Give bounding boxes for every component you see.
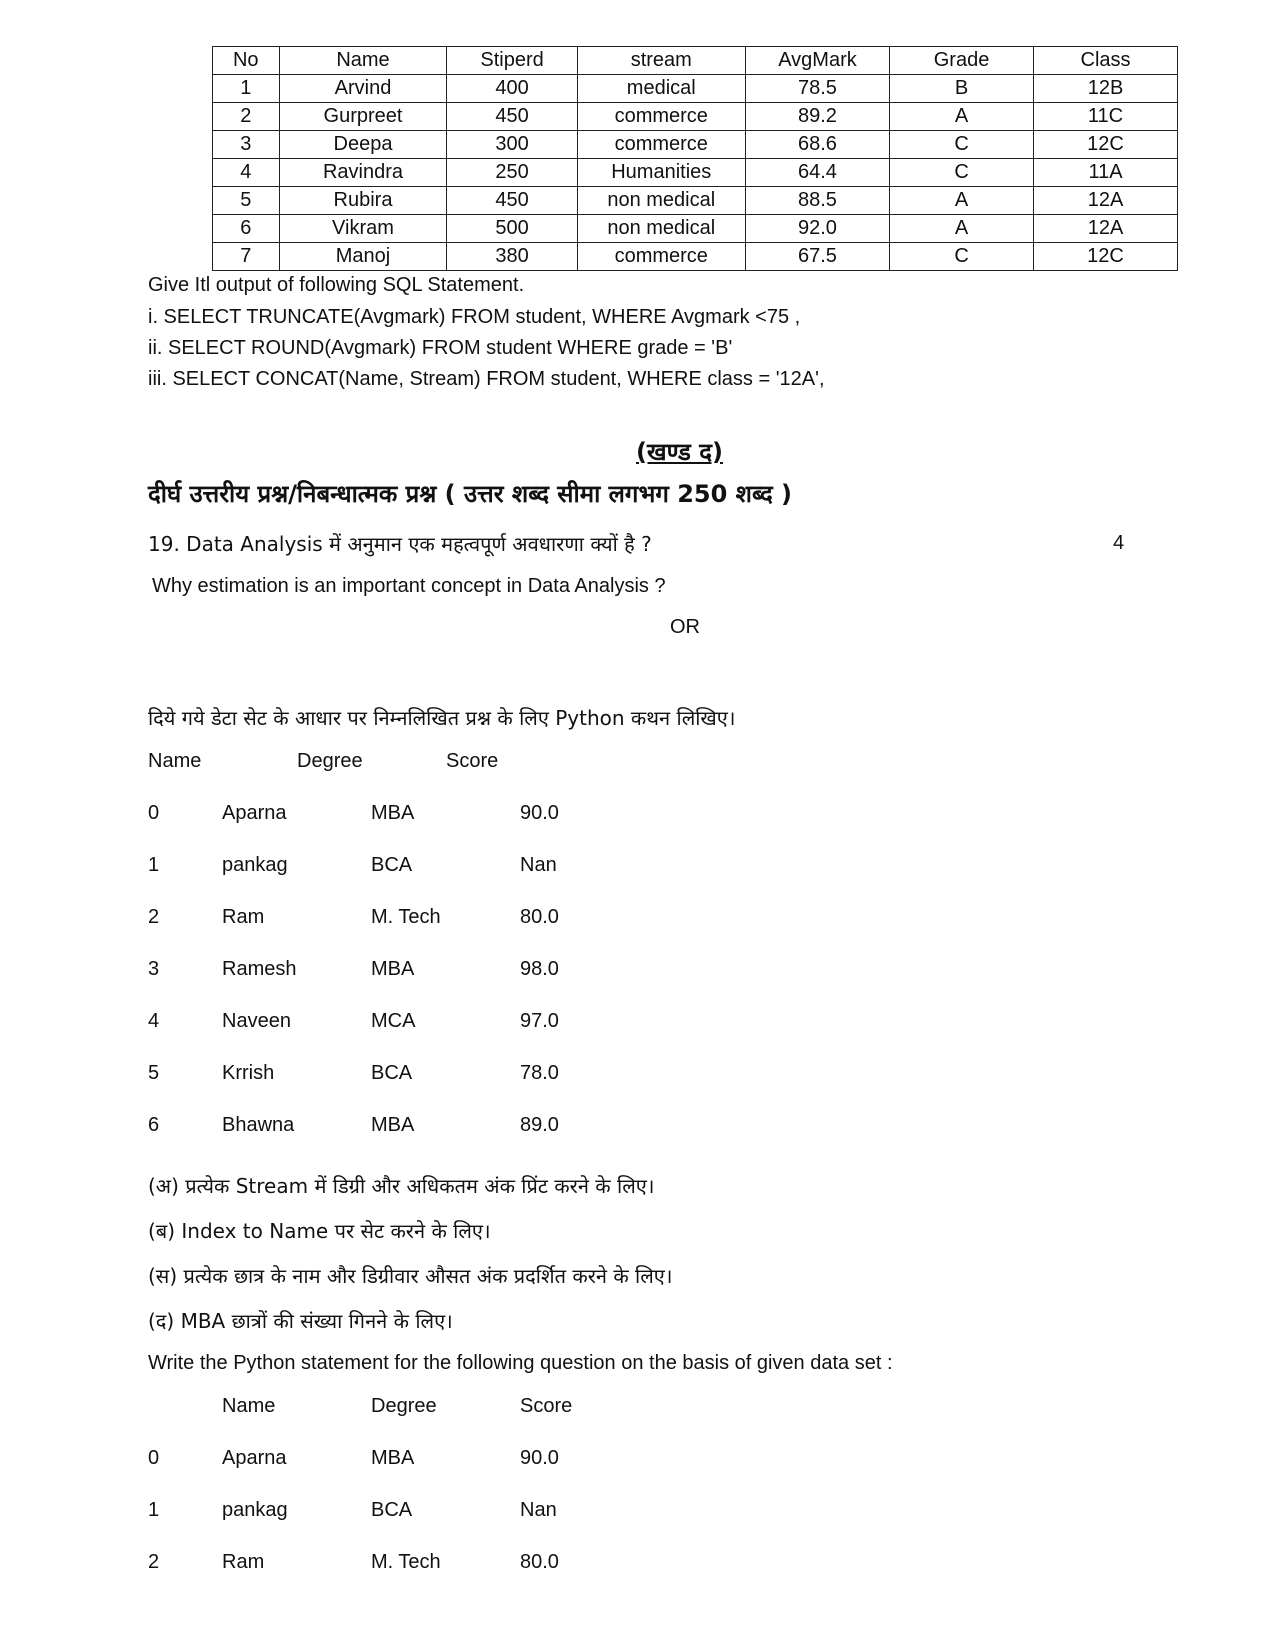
header-name: Name	[279, 47, 447, 75]
subpart-d: (द) MBA छात्रों की संख्या गिनने के लिए।	[148, 1309, 453, 1333]
dataset1-cell-score: 89.0	[520, 1114, 559, 1136]
cell-stream: commerce	[577, 131, 745, 159]
dataset2-row	[0, 1447, 1275, 1475]
dataset2-cell-score: Nan	[520, 1499, 557, 1521]
cell-stipend: 450	[447, 187, 577, 215]
cell-avgmark: 78.5	[745, 75, 889, 103]
sql-intro: Give Itl output of following SQL Statement.	[148, 274, 525, 296]
dataset1-header-degree: Degree	[297, 750, 363, 772]
cell-class: 11C	[1034, 103, 1178, 131]
dataset1-cell-name: Ramesh	[222, 958, 297, 980]
dataset1-row	[0, 958, 1275, 986]
cell-avgmark: 68.6	[745, 131, 889, 159]
header-grade: Grade	[890, 47, 1034, 75]
cell-class: 12A	[1034, 187, 1178, 215]
dataset2-row	[0, 1499, 1275, 1527]
cell-stipend: 250	[447, 159, 577, 187]
cell-name: Manoj	[279, 243, 447, 271]
cell-no: 5	[213, 187, 280, 215]
cell-no: 7	[213, 243, 280, 271]
subpart-b: (ब) Index to Name पर सेट करने के लिए।	[148, 1219, 491, 1243]
table-row	[213, 187, 1178, 215]
cell-name: Rubira	[279, 187, 447, 215]
dataset2-row	[0, 1551, 1275, 1579]
dataset2-header-score: Score	[520, 1395, 573, 1417]
dataset1-cell-degree: BCA	[371, 1062, 413, 1084]
dataset2-cell-name: Aparna	[222, 1447, 287, 1469]
cell-grade: C	[890, 243, 1034, 271]
cell-avgmark: 88.5	[745, 187, 889, 215]
cell-name: Ravindra	[279, 159, 447, 187]
dataset1-cell-index: 2	[148, 906, 160, 928]
cell-no: 1	[213, 75, 280, 103]
cell-class: 12B	[1034, 75, 1178, 103]
dataset1-cell-name: Ram	[222, 906, 265, 928]
dataset1-cell-index: 0	[148, 802, 160, 824]
dataset1-cell-name: Bhawna	[222, 1114, 295, 1136]
dataset1-cell-index: 5	[148, 1062, 160, 1084]
dataset2-cell-index: 2	[148, 1551, 160, 1573]
q19-marks: 4	[1113, 532, 1125, 554]
dataset1-cell-name: pankag	[222, 854, 288, 876]
cell-stipend: 500	[447, 215, 577, 243]
dataset1-cell-score: 90.0	[520, 802, 559, 824]
sql-question-2: ii. SELECT ROUND(Avgmark) FROM student WHERE grade = 'B'	[148, 337, 733, 359]
cell-class: 12C	[1034, 243, 1178, 271]
cell-no: 6	[213, 215, 280, 243]
cell-no: 4	[213, 159, 280, 187]
header-stipend: Stiperd	[447, 47, 577, 75]
dataset1-cell-index: 3	[148, 958, 160, 980]
dataset2-cell-score: 80.0	[520, 1551, 559, 1573]
dataset1-cell-name: Aparna	[222, 802, 287, 824]
dataset2-cell-degree: BCA	[371, 1499, 413, 1521]
cell-class: 11A	[1034, 159, 1178, 187]
sql-question-3: iii. SELECT CONCAT(Name, Stream) FROM student, WHERE class = '12A',	[148, 368, 825, 390]
table-row	[213, 243, 1178, 271]
cell-name: Vikram	[279, 215, 447, 243]
dataset2-cell-index: 0	[148, 1447, 160, 1469]
table-row	[213, 159, 1178, 187]
dataset1-cell-name: Krrish	[222, 1062, 275, 1084]
header-no: No	[213, 47, 280, 75]
dataset1-cell-score: 78.0	[520, 1062, 559, 1084]
dataset1-cell-index: 1	[148, 854, 160, 876]
cell-stream: medical	[577, 75, 745, 103]
cell-grade: A	[890, 187, 1034, 215]
dataset1-header	[0, 750, 1275, 778]
cell-stipend: 300	[447, 131, 577, 159]
dataset1-cell-index: 6	[148, 1114, 160, 1136]
header-stream: stream	[577, 47, 745, 75]
table-header-row	[213, 47, 1178, 75]
student-table	[212, 46, 1178, 271]
dataset1-header-name: Name	[148, 750, 202, 772]
dataset2-cell-score: 90.0	[520, 1447, 559, 1469]
dataset1-cell-name: Naveen	[222, 1010, 291, 1032]
table-row	[213, 103, 1178, 131]
q19-english: Why estimation is an important concept in Data Analysis ?	[152, 575, 666, 597]
cell-class: 12C	[1034, 131, 1178, 159]
section-subtitle: दीर्घ उत्तरीय प्रश्न/निबन्धात्मक प्रश्न ( उत्तर शब्द सीमा लगभग 250 शब्द )	[148, 480, 793, 508]
dataset1-row	[0, 1062, 1275, 1090]
cell-grade: A	[890, 103, 1034, 131]
cell-no: 2	[213, 103, 280, 131]
dataset1-cell-score: Nan	[520, 854, 557, 876]
cell-stipend: 450	[447, 103, 577, 131]
cell-stream: commerce	[577, 103, 745, 131]
dataset1-cell-degree: BCA	[371, 854, 413, 876]
cell-stream: commerce	[577, 243, 745, 271]
dataset1-cell-score: 80.0	[520, 906, 559, 928]
table-row	[213, 131, 1178, 159]
dataset1-row	[0, 854, 1275, 882]
cell-name: Deepa	[279, 131, 447, 159]
dataset2-cell-degree: M. Tech	[371, 1551, 441, 1573]
cell-avgmark: 92.0	[745, 215, 889, 243]
dataset1-cell-degree: M. Tech	[371, 906, 441, 928]
cell-name: Gurpreet	[279, 103, 447, 131]
dataset2-cell-index: 1	[148, 1499, 160, 1521]
dataset-instruction-hindi: दिये गये डेटा सेट के आधार पर निम्नलिखित प्रश्न के लिए Python कथन लिखिए।	[148, 706, 736, 730]
dataset1-header-score: Score	[446, 750, 499, 772]
table-row	[213, 215, 1178, 243]
cell-avgmark: 89.2	[745, 103, 889, 131]
dataset1-row	[0, 1010, 1275, 1038]
q19-hindi: 19. Data Analysis में अनुमान एक महत्वपूर्ण अवधारणा क्यों है ?	[148, 532, 652, 556]
dataset1-row	[0, 906, 1275, 934]
sql-question-1: i. SELECT TRUNCATE(Avgmark) FROM student, WHERE Avgmark <75 ,	[148, 306, 801, 328]
cell-stipend: 380	[447, 243, 577, 271]
dataset1-row	[0, 1114, 1275, 1142]
cell-grade: B	[890, 75, 1034, 103]
or-separator: OR	[670, 616, 700, 638]
dataset1-cell-degree: MBA	[371, 958, 415, 980]
dataset2-header-degree: Degree	[371, 1395, 437, 1417]
dataset1-cell-index: 4	[148, 1010, 160, 1032]
dataset1-cell-score: 97.0	[520, 1010, 559, 1032]
section-title: (खण्ड द)	[636, 438, 723, 466]
dataset2-header-name: Name	[222, 1395, 276, 1417]
dataset2-header	[0, 1395, 1275, 1423]
dataset1-row	[0, 802, 1275, 830]
dataset2-cell-degree: MBA	[371, 1447, 415, 1469]
dataset1-cell-degree: MCA	[371, 1010, 416, 1032]
cell-avgmark: 67.5	[745, 243, 889, 271]
cell-class: 12A	[1034, 215, 1178, 243]
cell-grade: C	[890, 159, 1034, 187]
cell-stream: non medical	[577, 215, 745, 243]
cell-grade: A	[890, 215, 1034, 243]
cell-stream: non medical	[577, 187, 745, 215]
header-avgmark: AvgMark	[745, 47, 889, 75]
cell-stream: Humanities	[577, 159, 745, 187]
dataset2-cell-name: Ram	[222, 1551, 265, 1573]
subpart-c: (स) प्रत्येक छात्र के नाम और डिग्रीवार औसत अंक प्रदर्शित करने के लिए।	[148, 1264, 673, 1288]
table-row	[213, 75, 1178, 103]
cell-no: 3	[213, 131, 280, 159]
cell-stipend: 400	[447, 75, 577, 103]
cell-grade: C	[890, 131, 1034, 159]
dataset1-cell-score: 98.0	[520, 958, 559, 980]
header-class: Class	[1034, 47, 1178, 75]
english-prompt: Write the Python statement for the following question on the basis of given data set :	[148, 1352, 893, 1374]
dataset2-cell-name: pankag	[222, 1499, 288, 1521]
dataset1-cell-degree: MBA	[371, 1114, 415, 1136]
cell-avgmark: 64.4	[745, 159, 889, 187]
cell-name: Arvind	[279, 75, 447, 103]
subpart-a: (अ) प्रत्येक Stream में डिग्री और अधिकतम अंक प्रिंट करने के लिए।	[148, 1174, 655, 1198]
dataset1-cell-degree: MBA	[371, 802, 415, 824]
